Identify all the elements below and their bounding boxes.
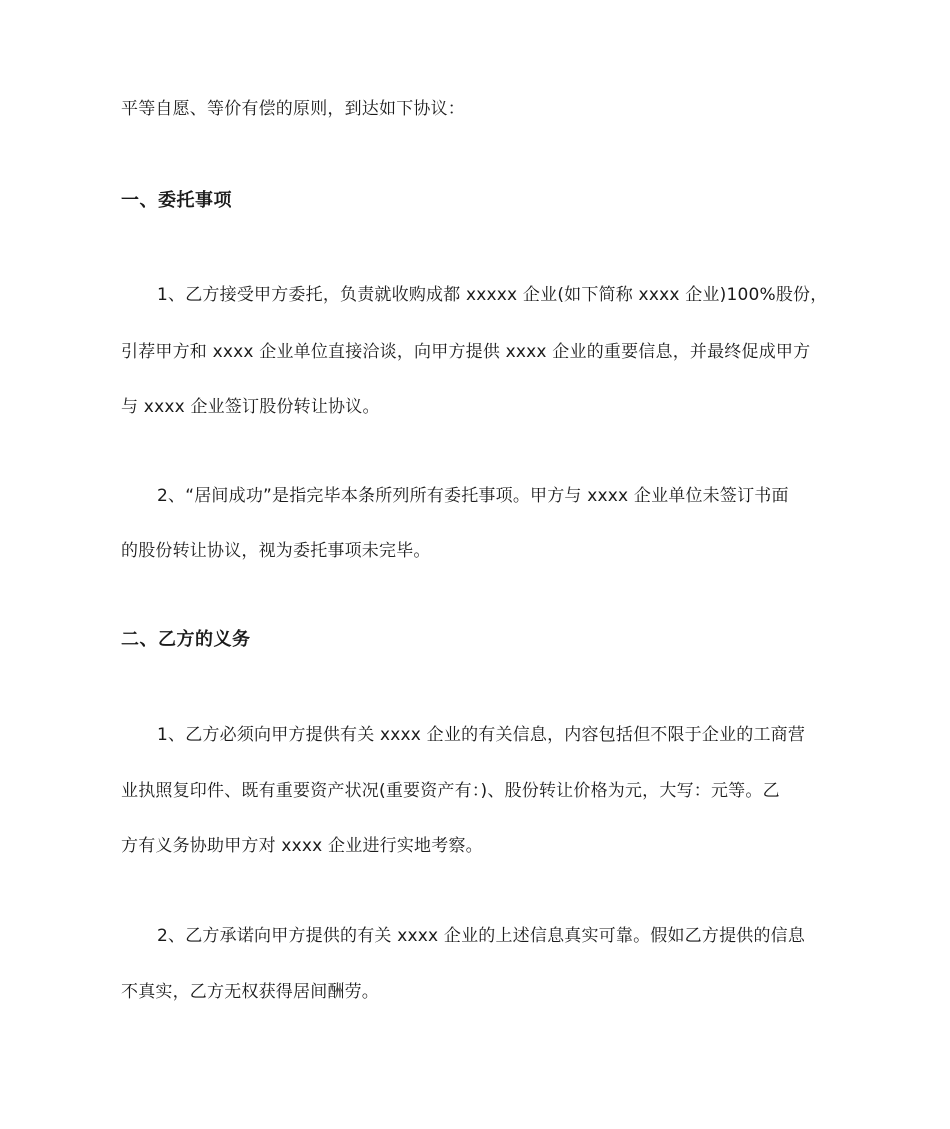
section2-p2-line2: 不真实，乙方无权获得居间酬劳。 bbox=[121, 982, 379, 1002]
section2-p1-line3: 方有义务协助甲方对 xxxx 企业进行实地考察。 bbox=[121, 836, 483, 856]
section1-p1-line1: 1、乙方接受甲方委托，负责就收购成都 xxxxx 企业(如下简称 xxxx 企业)100%股份， bbox=[157, 285, 828, 305]
section1-p2-line2: 的股份转让协议，视为委托事项未完毕。 bbox=[121, 541, 431, 561]
section-heading-2: 二、乙方的义务 bbox=[121, 629, 251, 650]
section2-p2-line1: 2、乙方承诺向甲方提供的有关 xxxx 企业的上述信息真实可靠。假如乙方提供的信息 bbox=[157, 926, 806, 946]
intro-text: 平等自愿、等价有偿的原则，到达如下协议： bbox=[121, 99, 465, 119]
section2-p1-line2: 业执照复印件、既有重要资产状况(重要资产有：)、股份转让价格为元，大写：元等。乙 bbox=[121, 781, 780, 801]
section1-p2-line1: 2、“居间成功”是指完毕本条所列所有委托事项。甲方与 xxxx 企业单位未签订书面 bbox=[157, 486, 789, 506]
section-heading-1: 一、委托事项 bbox=[121, 190, 232, 211]
section2-p1-line1: 1、乙方必须向甲方提供有关 xxxx 企业的有关信息，内容包括但不限于企业的工商营 bbox=[157, 725, 806, 745]
section1-p1-line3: 与 xxxx 企业签订股份转让协议。 bbox=[121, 397, 380, 417]
section1-p1-line2: 引荐甲方和 xxxx 企业单位直接洽谈，向甲方提供 xxxx 企业的重要信息，并最终促成甲方 bbox=[121, 342, 811, 362]
